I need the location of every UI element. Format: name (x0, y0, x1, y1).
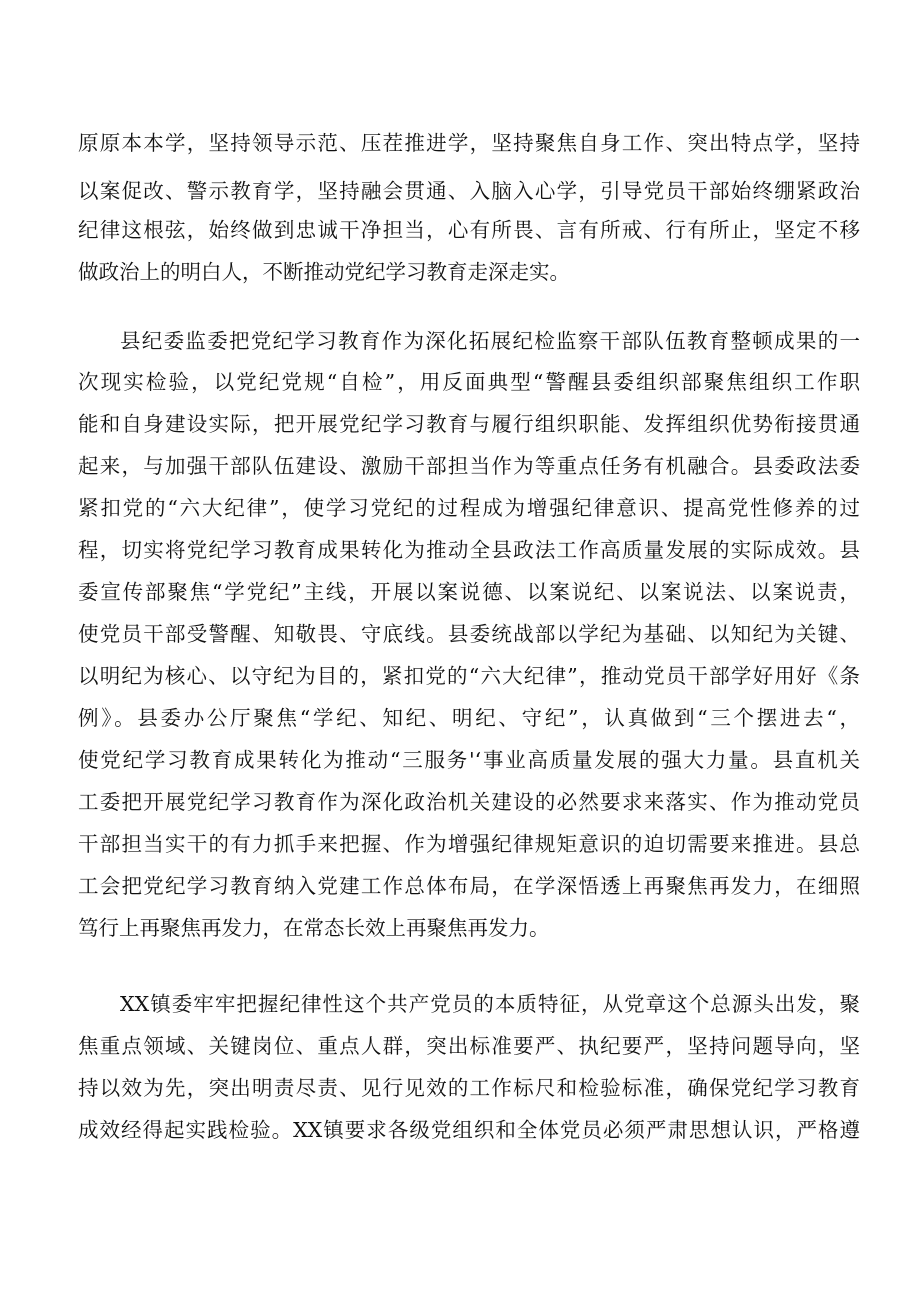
paragraph-2-line-6: 程，切实将党纪学习教育成果转化为推动全县政法工作高质量发展的实际成效。县 (78, 538, 860, 562)
paragraph-2-line-14: 工会把党纪学习教育纳入党建工作总体布局，在学深悟透上再聚焦再发力，在细照 (78, 874, 860, 898)
paragraph-2-line-9: 以明纪为核心、以守纪为目的，紧扣党的“六大纪律”，推动党员干部学好用好《条 (78, 664, 860, 688)
paragraph-2-line-12: 工委把开展党纪学习教育作为深化政治机关建设的必然要求来落实、作为推动党员 (78, 790, 860, 814)
paragraph-3-line-4: 成效经得起实践检验。XX镇要求各级党组织和全体党员必须严肃思想认识，严格遵 (78, 1118, 860, 1142)
paragraph-2-line-15: 笃行上再聚焦再发力，在常态长效上再聚焦再发力。 (78, 916, 550, 940)
paragraph-3-line-3: 持以效为先，突出明责尽责、见行见效的工作标尺和检验标准，确保党纪学习教育 (78, 1076, 860, 1100)
paragraph-2-line-13: 干部担当实干的有力抓手来把握、作为增强纪律规矩意识的迫切需要来推进。县总 (78, 832, 860, 856)
paragraph-2-line-5: 紧扣党的“六大纪律”，使学习党纪的过程成为增强纪律意识、提高党性修养的过 (78, 496, 860, 520)
paragraph-2-line-8: 使党员干部受警醒、知敬畏、守底线。县委统战部以学纪为基础、以知纪为关键、 (78, 622, 860, 646)
paragraph-2-line-2: 次现实检验，以党纪党规“自检”，用反面典型“警醒县委组织部聚焦组织工作职 (78, 370, 860, 394)
paragraph-2-line-1: 县纪委监委把党纪学习教育作为深化拓展纪检监察干部队伍教育整顿成果的一 (120, 329, 860, 353)
paragraph-3-line-2: 焦重点领域、关键岗位、重点人群，突出标准要严、执纪要严，坚持问题导向，坚 (78, 1034, 860, 1058)
paragraph-1-line-3: 纪律这根弦，始终做到忠诚干净担当，心有所畏、言有所戒、行有所止，坚定不移 (78, 218, 860, 242)
paragraph-2-line-4: 起来，与加强干部队伍建设、激励干部担当作为等重点任务有机融合。县委政法委 (78, 454, 860, 478)
paragraph-2-line-11: 使党纪学习教育成果转化为推动“三服务'‘事业高质量发展的强大力量。县直机关 (78, 748, 860, 772)
paragraph-2-line-10: 例》。县委办公厅聚焦“学纪、知纪、明纪、守纪”，认真做到“三个摆进去“， (78, 706, 860, 730)
paragraph-2-line-3: 能和自身建设实际，把开展党纪学习教育与履行组织职能、发挥组织优势衔接贯通 (78, 412, 860, 436)
paragraph-1-line-4: 做政治上的明白人，不断推动党纪学习教育走深走实。 (78, 260, 570, 284)
paragraph-2-line-7: 委宣传部聚焦“学党纪”主线，开展以案说德、以案说纪、以案说法、以案说责， (78, 580, 860, 604)
paragraph-3-line-1: XX镇委牢牢把握纪律性这个共产党员的本质特征，从党章这个总源头出发，聚 (120, 992, 860, 1016)
paragraph-1-line-2: 以案促改、警示教育学，坚持融会贯通、入脑入心学，引导党员干部始终绷紧政治 (78, 179, 860, 203)
paragraph-1-line-1: 原原本本学，坚持领导示范、压茬推进学，坚持聚焦自身工作、突出特点学，坚持 (78, 131, 860, 155)
